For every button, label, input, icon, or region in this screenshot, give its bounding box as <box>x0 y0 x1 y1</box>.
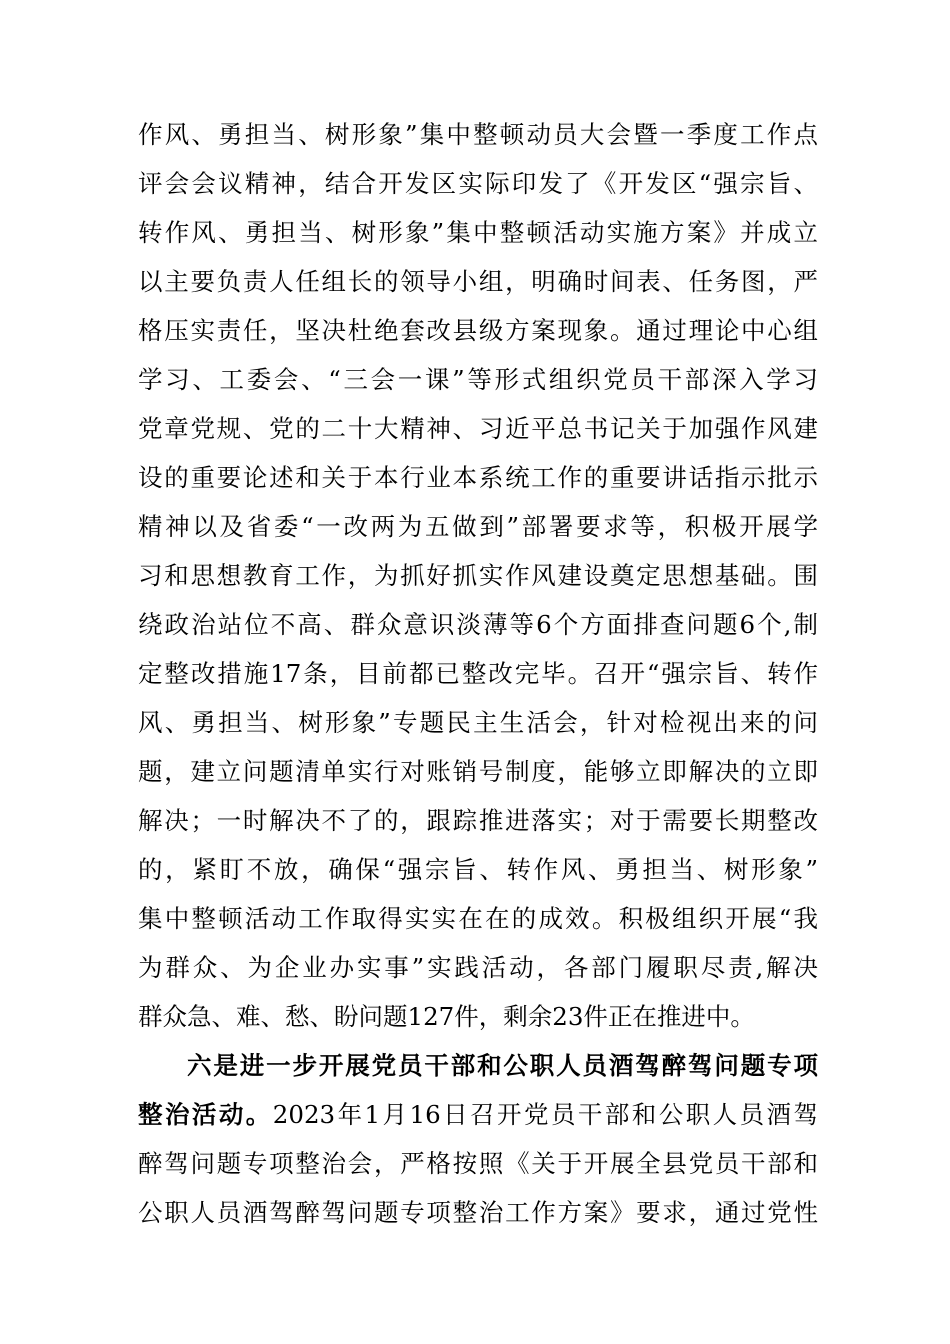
text-line-body: 2023年1月16日召开党员干部和公职人员酒驾 <box>272 1100 818 1129</box>
text-line: 定整改措施17条，目前都已整改完毕。召开“强宗旨、转作 <box>138 659 818 688</box>
text-line: 作风、勇担当、树形象”集中整顿动员大会暨一季度工作点 <box>138 120 818 149</box>
text-line <box>138 1090 818 1139</box>
body-text <box>138 110 818 1237</box>
text-line: 群众急、难、愁、盼问题127件，剩余23件正在推进中。 <box>138 1002 755 1031</box>
text-line: 的，紧盯不放，确保“强宗旨、转作风、勇担当、树形象” <box>138 855 818 884</box>
text-line: 习和思想教育工作，为抓好抓实作风建设奠定思想基础。围 <box>138 561 818 590</box>
text-line: 设的重要论述和关于本行业本系统工作的重要讲话指示批示 <box>138 463 818 492</box>
text-line: 学习、工委会、“三会一课”等形式组织党员干部深入学习 <box>138 365 818 394</box>
text-line: 格压实责任，坚决杜绝套改县级方案现象。通过理论中心组 <box>138 316 818 345</box>
text-line: 绕政治站位不高、群众意识淡薄等6个方面排查问题6个,制 <box>138 610 818 639</box>
text-line: 评会会议精神，结合开发区实际印发了《开发区“强宗旨、 <box>138 169 818 198</box>
text-line: 公职人员酒驾醉驾问题专项整治工作方案》要求，通过党性 <box>138 1198 818 1227</box>
text-line: 转作风、勇担当、树形象”集中整顿活动实施方案》并成立 <box>138 218 818 247</box>
text-line: 精神以及省委“一改两为五做到”部署要求等，积极开展学 <box>138 512 818 541</box>
text-line: 解决；一时解决不了的，跟踪推进落实；对于需要长期整改 <box>138 806 818 835</box>
text-line: 题，建立问题清单实行对账销号制度，能够立即解决的立即 <box>138 757 818 786</box>
text-line: 风、勇担当、树形象”专题民主生活会，针对检视出来的问 <box>138 708 818 737</box>
section-heading-line: 六是进一步开展党员干部和公职人员酒驾醉驾问题专项 <box>187 1051 818 1080</box>
text-line: 党章党规、党的二十大精神、习近平总书记关于加强作风建 <box>138 414 818 443</box>
text-line: 集中整顿活动工作取得实实在在的成效。积极组织开展“我 <box>138 904 818 933</box>
text-line: 以主要负责人任组长的领导小组，明确时间表、任务图，严 <box>138 267 818 296</box>
section-heading-tail: 整治活动。 <box>138 1100 273 1129</box>
text-line: 为群众、为企业办实事”实践活动，各部门履职尽责,解决 <box>138 953 818 982</box>
text-line: 醉驾问题专项整治会，严格按照《关于开展全县党员干部和 <box>138 1149 818 1178</box>
